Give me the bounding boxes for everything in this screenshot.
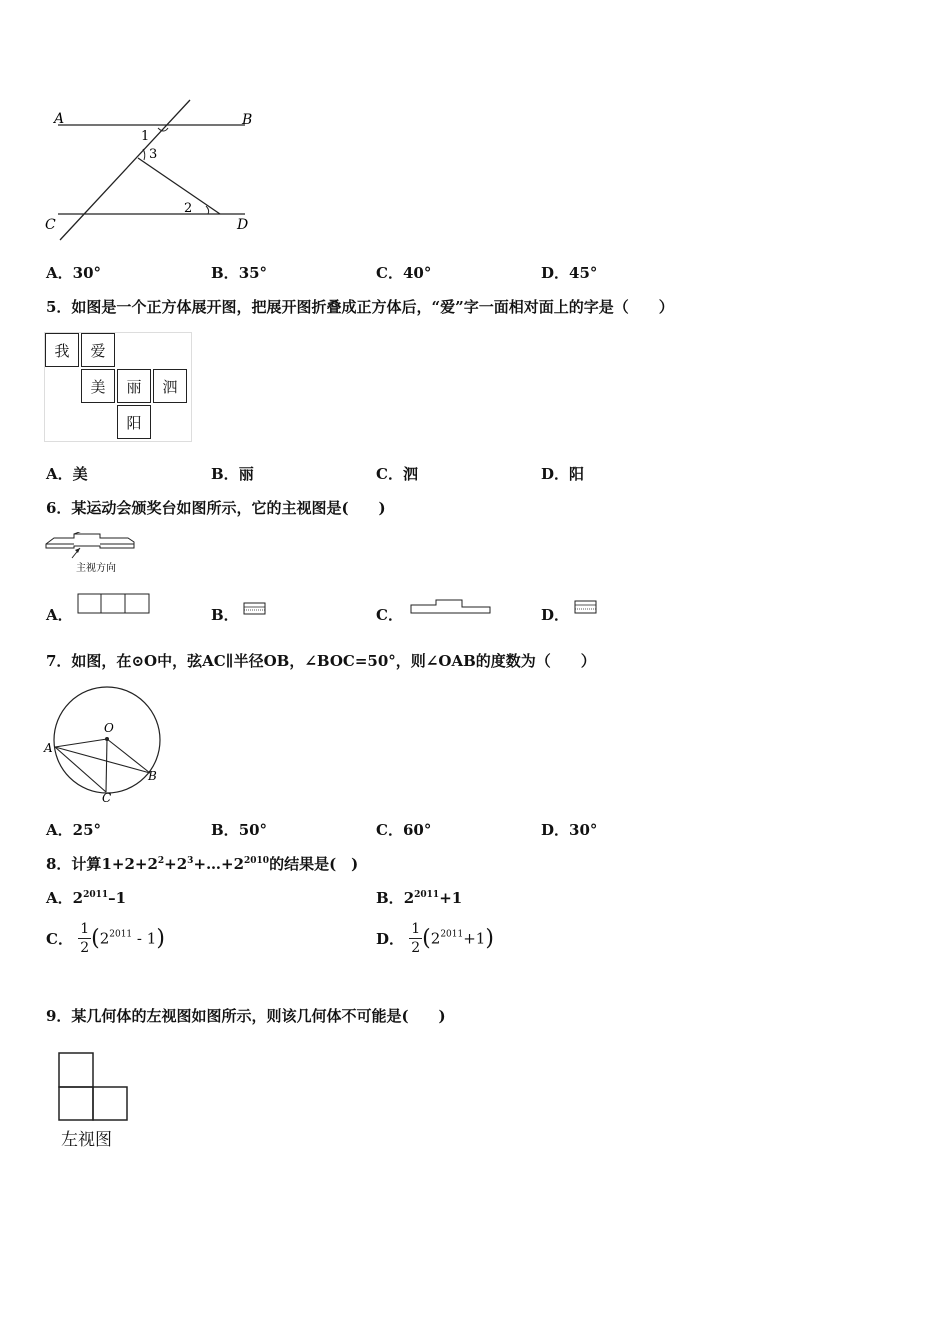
q6-option-a[interactable]: A．: [46, 606, 73, 624]
q6-option-d[interactable]: D．: [541, 606, 570, 624]
q6-text: 6．某运动会颁奖台如图所示，它的主视图是( ): [46, 499, 386, 517]
q5-cube-net: [44, 332, 192, 442]
q4-option-d[interactable]: D．45°: [541, 264, 598, 282]
fraction-half: $\frac{1}{2}$: [80, 921, 90, 956]
q8-option-c[interactable]: C． $\frac{1}{2}$ $(2^{2011} - 1)$: [46, 921, 165, 956]
segment-to-d: [138, 158, 220, 214]
q5-text: 5．如图是一个正方体展开图，把展开图折叠成正方体后，“爱”字一面相对面上的字是（ ）: [46, 298, 674, 316]
fraction-half: $\frac{1}{2}$: [411, 921, 421, 956]
label-a: A: [54, 111, 65, 127]
label-b: B: [242, 112, 253, 128]
q8-option-a[interactable]: A．$2^{2011}-1$: [46, 889, 127, 907]
q9-caption: 左视图: [61, 1130, 112, 1150]
q5-option-a[interactable]: A．美: [46, 465, 88, 483]
net-cell-si: 泗: [153, 369, 187, 403]
q6-option-d-view: [574, 600, 598, 615]
q6-option-b[interactable]: B．: [211, 606, 239, 624]
transversal: [60, 100, 193, 240]
angle-3-label: 3: [149, 147, 158, 162]
label-c: C: [45, 217, 56, 233]
q8-option-b[interactable]: B．$2^{2011}+1$: [376, 889, 463, 907]
q5-option-d[interactable]: D．阳: [541, 465, 585, 483]
q8-option-d[interactable]: D． $\frac{1}{2}$ $(2^{2011}+1)$: [376, 921, 494, 956]
angle-2-arc: [206, 206, 209, 214]
q4-option-c[interactable]: C．40°: [376, 264, 432, 282]
q9-text: 9．某几何体的左视图如图所示，则该几何体不可能是( ): [46, 1007, 446, 1025]
q4-option-a[interactable]: A．30°: [46, 264, 102, 282]
q5-option-c[interactable]: C．泗: [376, 465, 418, 483]
label-d: D: [237, 217, 249, 233]
label-b: B: [148, 769, 157, 783]
q4-option-b[interactable]: B．35°: [211, 264, 268, 282]
q6-option-c-view: [410, 599, 492, 615]
label-o: O: [104, 721, 114, 735]
q7-option-d[interactable]: D．30°: [541, 821, 598, 839]
q7-option-b[interactable]: B．50°: [211, 821, 268, 839]
net-cell-ai: 爱: [81, 333, 115, 367]
angle-2-label: 2: [184, 201, 193, 216]
label-c: C: [102, 791, 112, 805]
q8-text: 8．计算$1+2+2^2+2^3+\dots+2^{2010}$的结果是( ): [46, 855, 359, 873]
angle-1-label: 1: [141, 129, 150, 144]
q9-left-view-figure: [58, 1052, 130, 1122]
q5-option-b[interactable]: B．丽: [211, 465, 254, 483]
q6-caption: 主视方向: [76, 563, 116, 574]
q7-circle-figure: [42, 680, 167, 805]
q7-option-c[interactable]: C．60°: [376, 821, 432, 839]
q7-option-a[interactable]: A．25°: [46, 821, 102, 839]
net-cell-li: 丽: [117, 369, 151, 403]
q6-option-c[interactable]: C．: [376, 606, 403, 624]
net-cell-mei: 美: [81, 369, 115, 403]
q6-podium-figure: [44, 532, 136, 577]
q6-option-b-view: [243, 602, 267, 616]
net-cell-wo: 我: [45, 333, 79, 367]
label-a: A: [44, 741, 53, 755]
q7-text: 7．如图，在⊙O中，弦AC∥半径OB，∠BOC=50°，则∠OAB的度数为（ ）: [46, 652, 596, 670]
q4-figure: [40, 98, 270, 248]
net-cell-yang: 阳: [117, 405, 151, 439]
q6-option-a-view: [77, 593, 151, 615]
